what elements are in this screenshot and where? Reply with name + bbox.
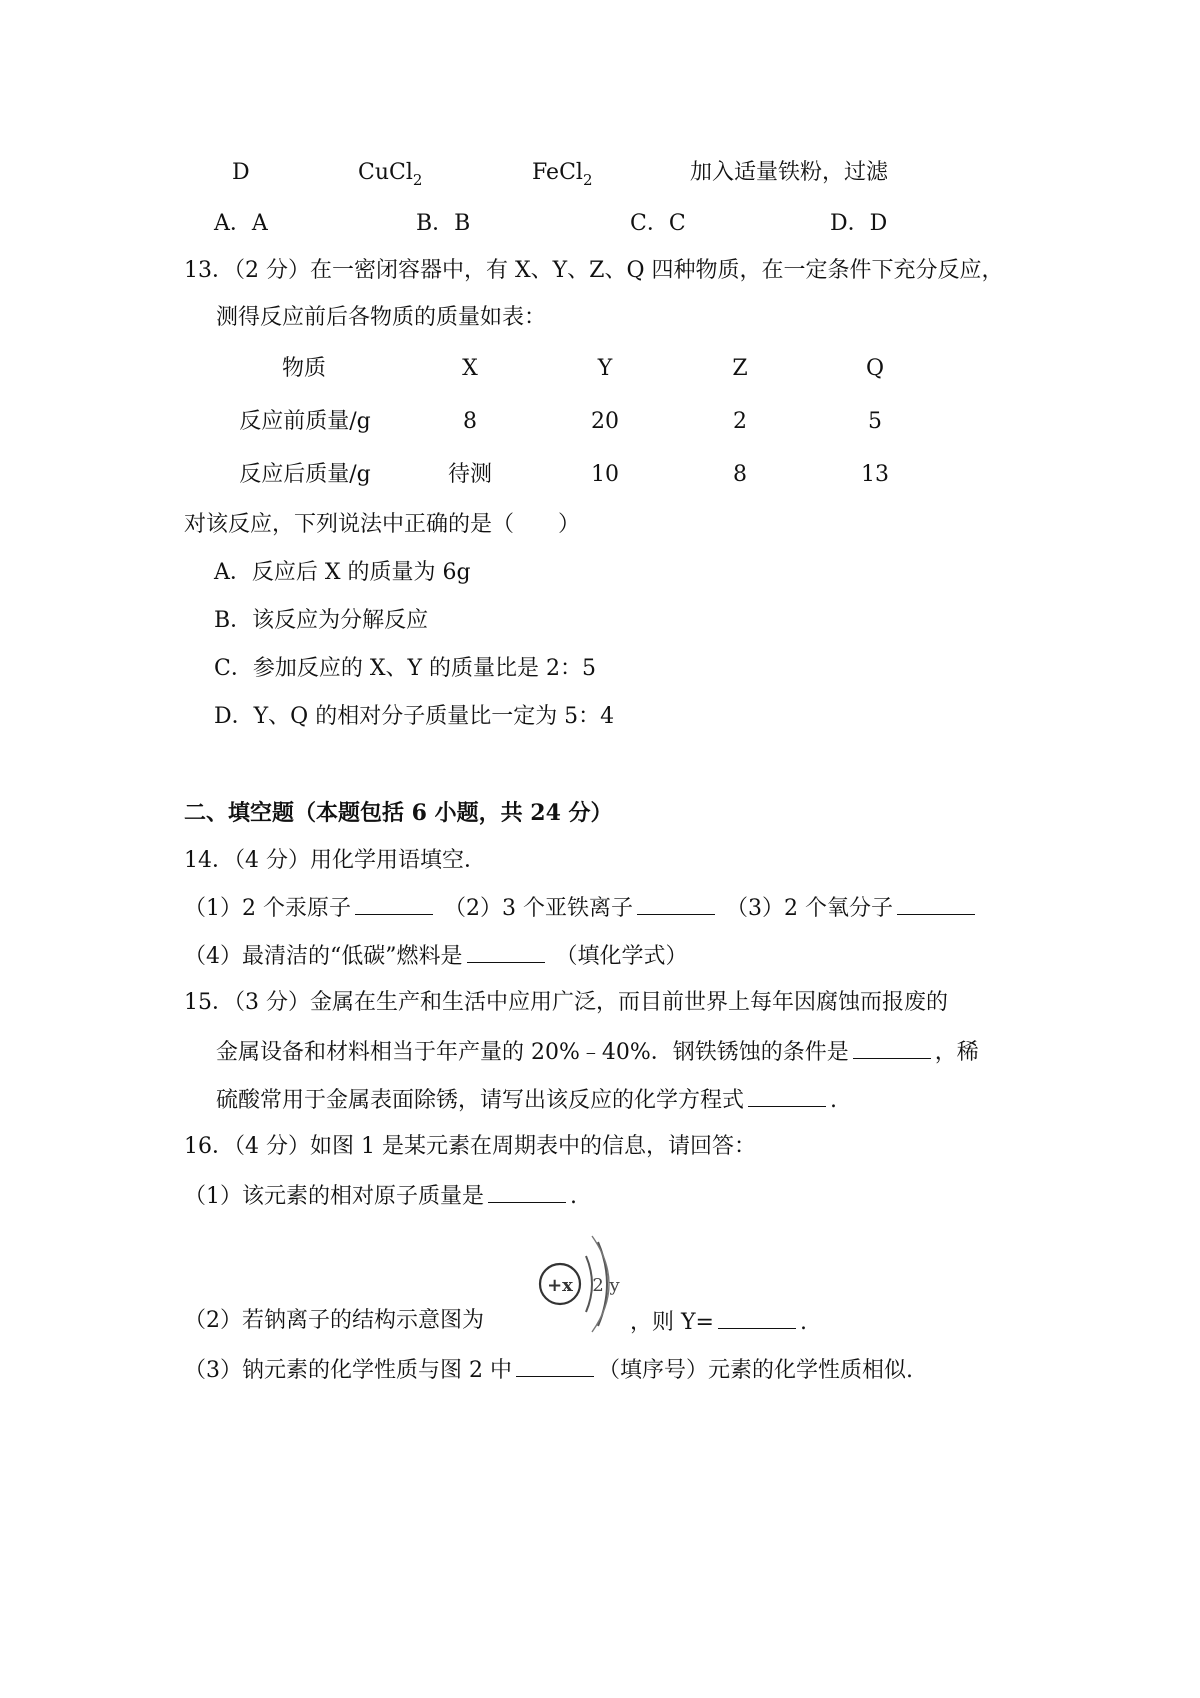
q16-part2-y: ，则 Y= <box>630 1310 714 1335</box>
table-cell: 待测 <box>447 462 492 487</box>
q14-stem: 14．（4 分）用化学用语填空． <box>184 848 486 873</box>
q16-part1 <box>184 1180 577 1212</box>
sodium-ion-structure-icon <box>532 1232 628 1336</box>
q16-part3-text: （3）钠元素的化学性质与图 2 中 <box>184 1358 512 1383</box>
shell-label: 2 y <box>592 1275 620 1296</box>
q13-stem-line2: 测得反应前后各物质的质量如表： <box>216 305 547 330</box>
table-header-cell: Y <box>597 356 613 381</box>
q14-part2: （2）3 个亚铁离子 <box>444 896 633 921</box>
q13-option-d: D．Y、Q 的相对分子质量比一定为 5：4 <box>214 704 615 729</box>
answer-blank[interactable] <box>488 1180 566 1203</box>
table-cell: 10 <box>591 462 619 487</box>
q15-line2-tail: ，稀 <box>934 1040 979 1065</box>
answer-blank[interactable] <box>355 892 433 915</box>
answer-blank[interactable] <box>718 1306 796 1329</box>
answer-blank[interactable] <box>637 892 715 915</box>
table-cell: 5 <box>868 409 882 434</box>
q13-option-a: A．反应后 X 的质量为 6g <box>214 560 471 585</box>
q14-blanks-row <box>184 892 979 924</box>
q15-line3 <box>216 1084 837 1116</box>
q15-line2 <box>216 1036 979 1068</box>
q12-option-a: A．A <box>214 211 268 236</box>
nucleus-label: +x <box>547 1275 573 1296</box>
table-cell: 8 <box>463 409 477 434</box>
row-d-label: D <box>232 160 250 185</box>
table-cell: 反应前质量/g <box>239 409 371 434</box>
row-d-method: 加入适量铁粉，过滤 <box>690 160 889 185</box>
table-cell: 8 <box>733 462 747 487</box>
q16-part3 <box>184 1354 913 1386</box>
q14-part1: （1）2 个汞原子 <box>184 896 351 921</box>
q15-line3-tail: . <box>830 1088 838 1113</box>
q14-part4: （4）最清洁的“低碳”燃料是 <box>184 944 463 969</box>
answer-blank[interactable] <box>853 1036 931 1059</box>
answer-blank[interactable] <box>748 1084 826 1107</box>
q13-option-b: B．该反应为分解反应 <box>214 608 429 633</box>
answer-blank[interactable] <box>516 1354 594 1377</box>
row-d-impurity: FeCl$_2$ <box>532 160 593 189</box>
table-header-cell: Z <box>732 356 748 381</box>
q16-part2-text: （2）若钠离子的结构示意图为 <box>184 1308 484 1333</box>
table-cell: 20 <box>591 409 619 434</box>
row-d-substance: CuCl$_2$ <box>358 160 423 189</box>
q13-stem-line1: 13．（2 分）在一密闭容器中，有 X、Y、Z、Q 四种物质，在一定条件下充分反应， <box>184 258 1004 283</box>
q12-option-b: B．B <box>416 211 471 236</box>
q16-part1-tail: . <box>570 1184 577 1209</box>
q15-line3-text: 硫酸常用于金属表面除锈，请写出该反应的化学方程式 <box>216 1088 745 1113</box>
q15-line1: 15．（3 分）金属在生产和生活中应用广泛，而目前世界上每年因腐蚀而报废的 <box>184 990 948 1015</box>
table-cell: 反应后质量/g <box>239 462 371 487</box>
q12-option-d: D．D <box>830 211 888 236</box>
q13-option-c: C．参加反应的 X、Y 的质量比是 2：5 <box>214 656 596 681</box>
q16-part2 <box>184 1306 484 1336</box>
q14-part3: （3）2 个氧分子 <box>726 896 893 921</box>
table-header-cell: 物质 <box>281 356 326 381</box>
answer-blank[interactable] <box>897 892 975 915</box>
table-cell: 2 <box>733 409 747 434</box>
q14-part4-row <box>184 940 688 972</box>
q13-question: 对该反应，下列说法中正确的是（ ） <box>184 512 581 537</box>
q16-part3-tail: （填序号）元素的化学性质相似. <box>597 1358 913 1383</box>
table-header-cell: X <box>462 356 478 381</box>
table-cell: 13 <box>861 462 889 487</box>
section-title: 二、填空题（本题包括 6 小题，共 24 分） <box>184 800 613 826</box>
q16-part2-answer <box>630 1306 807 1338</box>
answer-blank[interactable] <box>467 940 545 963</box>
q16-part2-tail: . <box>799 1310 807 1335</box>
q12-option-c: C．C <box>630 211 686 236</box>
q16-part1-text: （1）该元素的相对原子质量是 <box>184 1184 484 1209</box>
table-header-cell: Q <box>865 356 885 381</box>
q16-stem: 16．（4 分）如图 1 是某元素在周期表中的信息，请回答： <box>184 1134 756 1159</box>
q14-part4-note: （填化学式） <box>555 944 688 969</box>
q15-line2-text: 金属设备和材料相当于年产量的 20%﹣40%．钢铁锈蚀的条件是 <box>216 1040 849 1065</box>
